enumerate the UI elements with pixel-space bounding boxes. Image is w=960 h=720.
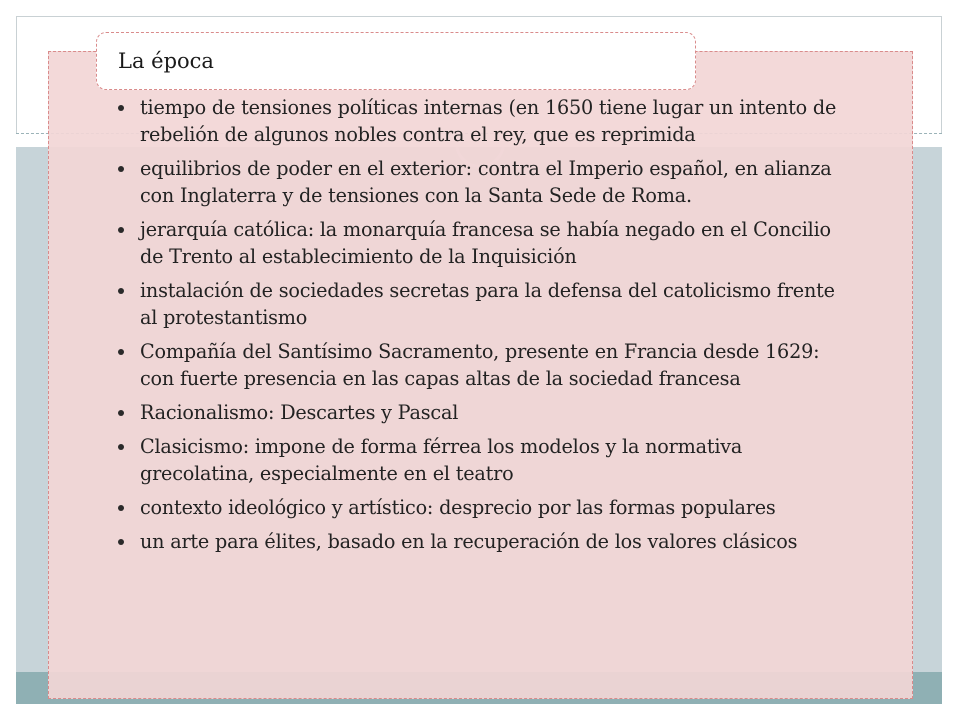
bullet-text: un arte para élites, basado en la recuperación de los valores clásicos [140, 530, 798, 553]
bullet-text: contexto ideológico y artístico: desprecio por las formas populares [140, 496, 776, 519]
slide-title-box [96, 32, 696, 90]
bullet-text: tiempo de tensiones políticas internas (en 1650 tiene lugar un intento de rebelión de algunos nobles contra el rey, que es reprimida [140, 96, 837, 146]
bullet-dot-icon [118, 166, 124, 172]
slide-title: La época [118, 49, 214, 73]
bullet-item [106, 433, 856, 487]
bullet-item [106, 338, 856, 392]
bullet-dot-icon [118, 505, 124, 511]
bullet-text: Compañía del Santísimo Sacramento, presente en Francia desde 1629: con fuerte presencia en las capas altas de la sociedad francesa [140, 340, 820, 390]
bullet-text: Racionalismo: Descartes y Pascal [140, 401, 459, 424]
bullet-dot-icon [118, 227, 124, 233]
bullet-item [106, 216, 856, 270]
bullet-item [106, 399, 856, 426]
bullet-text: jerarquía católica: la monarquía francesa se había negado en el Concilio de Trento al establecimiento de la Inquisición [140, 218, 831, 268]
bullet-item [106, 155, 856, 209]
bullet-item [106, 494, 856, 521]
bullet-dot-icon [118, 410, 124, 416]
bullet-text: instalación de sociedades secretas para la defensa del catolicismo frente al protestantismo [140, 279, 835, 329]
bullet-dot-icon [118, 288, 124, 294]
bullet-item [106, 94, 856, 148]
bullet-text: equilibrios de poder en el exterior: contra el Imperio español, en alianza con Inglaterra y de tensiones con la Santa Sede de Roma. [140, 157, 832, 207]
bullet-dot-icon [118, 105, 124, 111]
bullet-dot-icon [118, 349, 124, 355]
bullet-dot-icon [118, 539, 124, 545]
bullet-item [106, 277, 856, 331]
bullet-item [106, 528, 856, 555]
bullet-text: Clasicismo: impone de forma férrea los modelos y la normativa grecolatina, especialmente en el teatro [140, 435, 743, 485]
bullet-dot-icon [118, 444, 124, 450]
bullet-list [106, 94, 856, 562]
